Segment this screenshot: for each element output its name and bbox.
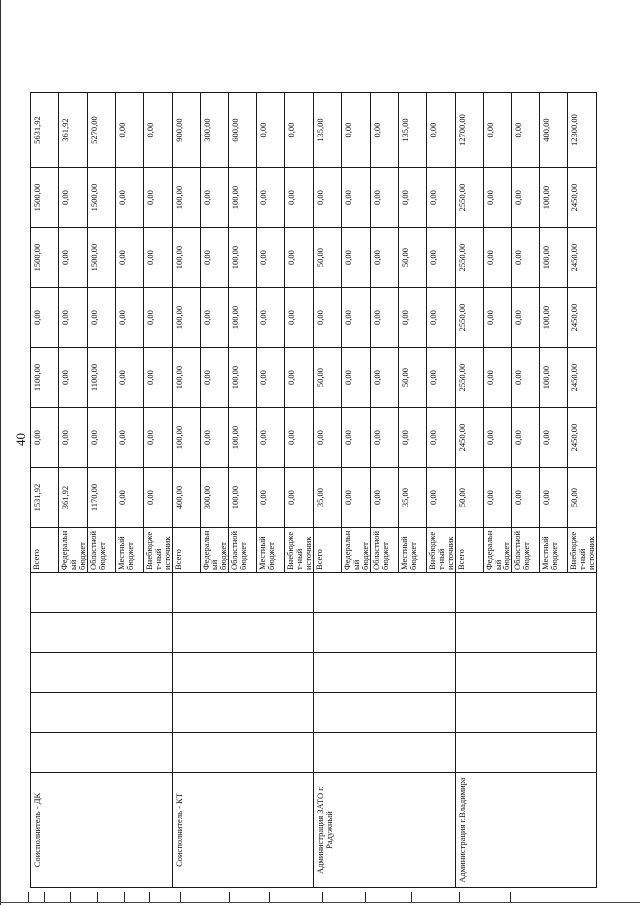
value-cell: 0,00: [285, 288, 314, 348]
value-cell: 35,00: [314, 468, 342, 528]
value-cell: 100,00: [540, 348, 568, 408]
executor-cell: Администрация ЗАТО г. Радужный: [314, 773, 456, 888]
value-cell: 100,00: [172, 228, 200, 288]
executor-cell: Соисполнитель - ДК: [31, 773, 173, 888]
executor-cell: Соисполнитель - КТ: [172, 773, 314, 888]
value-cell: 50,00: [314, 348, 342, 408]
value-cell: 0,00: [31, 288, 59, 348]
value-cell: 1500,00: [87, 228, 115, 288]
value-cell: 2550,00: [455, 288, 483, 348]
value-cell: 400,00: [172, 468, 200, 528]
value-cell: 0,00: [257, 468, 285, 528]
value-cell: 0,00: [115, 348, 143, 408]
source-cell: Внебюджет-ный источник: [426, 528, 455, 573]
table-row: [31, 93, 59, 888]
value-cell: 0,00: [398, 288, 426, 348]
value-cell: 0,00: [200, 348, 229, 408]
value-cell: 0,00: [483, 228, 512, 288]
value-cell: 2450,00: [568, 168, 597, 228]
empty-cell: [314, 653, 456, 693]
value-cell: 0,00: [483, 288, 512, 348]
value-cell: 2450,00: [455, 408, 483, 468]
source-cell: Внебюджет-ный источник: [143, 528, 172, 573]
value-cell: 2550,00: [455, 228, 483, 288]
value-cell: 0,00: [314, 168, 342, 228]
value-cell: 0,00: [59, 228, 88, 288]
empty-cell: [314, 693, 456, 733]
source-cell: Всего: [455, 528, 483, 573]
empty-cell: [172, 733, 314, 773]
value-cell: 600,00: [229, 93, 257, 168]
value-cell: 0,00: [31, 408, 59, 468]
value-cell: 0,00: [512, 93, 540, 168]
value-cell: 100,00: [229, 408, 257, 468]
empty-cell: [31, 653, 173, 693]
value-cell: 300,00: [200, 468, 229, 528]
value-cell: 0,00: [200, 228, 229, 288]
value-cell: 35,00: [398, 468, 426, 528]
value-cell: 100,00: [229, 228, 257, 288]
value-cell: 0,00: [143, 468, 172, 528]
source-cell: Областной бюджет: [87, 528, 115, 573]
value-cell: 361,92: [59, 93, 88, 168]
value-cell: 0,00: [512, 348, 540, 408]
value-cell: 0,00: [512, 168, 540, 228]
value-cell: 0,00: [143, 408, 172, 468]
source-cell: Областной бюджет: [370, 528, 398, 573]
value-cell: 0,00: [115, 408, 143, 468]
value-cell: 0,00: [59, 348, 88, 408]
empty-cell: [31, 733, 173, 773]
value-cell: 0,00: [342, 228, 371, 288]
value-cell: 100,00: [172, 168, 200, 228]
executor-cell: Администрация г.Владимира: [455, 773, 597, 888]
value-cell: 50,00: [568, 468, 597, 528]
value-cell: 0,00: [426, 288, 455, 348]
value-cell: 0,00: [540, 468, 568, 528]
value-cell: 0,00: [426, 228, 455, 288]
value-cell: 0,00: [342, 348, 371, 408]
empty-cell: [455, 733, 597, 773]
source-cell: Областной бюджет: [512, 528, 540, 573]
value-cell: 0,00: [426, 168, 455, 228]
value-cell: 0,00: [512, 408, 540, 468]
value-cell: 0,00: [257, 348, 285, 408]
table-row: [314, 93, 342, 888]
value-cell: 50,00: [398, 348, 426, 408]
value-cell: 2450,00: [568, 228, 597, 288]
value-cell: 0,00: [59, 288, 88, 348]
value-cell: 0,00: [115, 468, 143, 528]
value-cell: 0,00: [87, 408, 115, 468]
value-cell: 100,00: [172, 408, 200, 468]
value-cell: 0,00: [285, 408, 314, 468]
value-cell: 0,00: [540, 408, 568, 468]
page-number: 40: [13, 433, 28, 446]
value-cell: 0,00: [483, 93, 512, 168]
value-cell: 0,00: [426, 468, 455, 528]
value-cell: 0,00: [257, 93, 285, 168]
value-cell: 100,00: [229, 288, 257, 348]
value-cell: 0,00: [342, 288, 371, 348]
value-cell: 2450,00: [568, 288, 597, 348]
value-cell: 0,00: [285, 228, 314, 288]
value-cell: 0,00: [342, 93, 371, 168]
value-cell: 5631,92: [31, 93, 59, 168]
source-cell: Местный бюджет: [115, 528, 143, 573]
page-bottom-border: [0, 902, 640, 903]
value-cell: 0,00: [398, 168, 426, 228]
page-left-border: [0, 0, 1, 905]
value-cell: 100,00: [229, 468, 257, 528]
funding-table: [30, 92, 597, 888]
value-cell: 0,00: [257, 288, 285, 348]
value-cell: 0,00: [370, 288, 398, 348]
value-cell: 0,00: [143, 228, 172, 288]
value-cell: 1500,00: [31, 228, 59, 288]
empty-cell: [314, 573, 456, 613]
value-cell: 135,00: [314, 93, 342, 168]
source-cell: Всего: [172, 528, 200, 573]
source-cell: Федеральный бюджет: [483, 528, 512, 573]
value-cell: 0,00: [257, 228, 285, 288]
source-cell: Местный бюджет: [398, 528, 426, 573]
source-cell: Федеральный бюджет: [342, 528, 371, 573]
source-cell: Федеральный бюджет: [200, 528, 229, 573]
value-cell: 0,00: [342, 168, 371, 228]
value-cell: 0,00: [512, 288, 540, 348]
value-cell: 0,00: [115, 228, 143, 288]
value-cell: 0,00: [200, 168, 229, 228]
value-cell: 0,00: [483, 168, 512, 228]
source-cell: Федеральный бюджет: [59, 528, 88, 573]
value-cell: 0,00: [342, 408, 371, 468]
empty-cell: [172, 613, 314, 653]
value-cell: 0,00: [257, 168, 285, 228]
source-cell: Всего: [31, 528, 59, 573]
value-cell: 0,00: [342, 468, 371, 528]
value-cell: 0,00: [285, 168, 314, 228]
value-cell: 0,00: [426, 93, 455, 168]
value-cell: 0,00: [143, 93, 172, 168]
empty-cell: [314, 613, 456, 653]
value-cell: 2450,00: [568, 348, 597, 408]
source-cell: Внебюджет-ный источник: [285, 528, 314, 573]
value-cell: 0,00: [483, 468, 512, 528]
value-cell: 100,00: [229, 168, 257, 228]
value-cell: 0,00: [143, 168, 172, 228]
value-cell: 0,00: [257, 408, 285, 468]
value-cell: 0,00: [285, 468, 314, 528]
source-cell: Местный бюджет: [257, 528, 285, 573]
value-cell: 0,00: [370, 93, 398, 168]
value-cell: 0,00: [285, 93, 314, 168]
empty-cell: [172, 693, 314, 733]
source-cell: Всего: [314, 528, 342, 573]
source-cell: Областной бюджет: [229, 528, 257, 573]
empty-cell: [31, 613, 173, 653]
value-cell: 100,00: [540, 228, 568, 288]
table-continuation-stub: [28, 892, 511, 902]
value-cell: 0,00: [512, 468, 540, 528]
value-cell: 400,00: [540, 93, 568, 168]
value-cell: 100,00: [229, 348, 257, 408]
value-cell: 12300,00: [568, 93, 597, 168]
value-cell: 900,00: [172, 93, 200, 168]
empty-cell: [31, 693, 173, 733]
value-cell: 100,00: [540, 288, 568, 348]
source-cell: Местный бюджет: [540, 528, 568, 573]
table-body: [31, 93, 597, 888]
value-cell: 0,00: [512, 228, 540, 288]
value-cell: 50,00: [314, 228, 342, 288]
value-cell: 0,00: [200, 408, 229, 468]
value-cell: 0,00: [426, 408, 455, 468]
value-cell: 0,00: [370, 168, 398, 228]
empty-cell: [314, 733, 456, 773]
value-cell: 0,00: [59, 168, 88, 228]
empty-cell: [31, 573, 173, 613]
empty-cell: [172, 573, 314, 613]
value-cell: 100,00: [172, 348, 200, 408]
value-cell: 1100,00: [31, 348, 59, 408]
value-cell: 1100,00: [87, 348, 115, 408]
value-cell: 361,92: [59, 468, 88, 528]
value-cell: 0,00: [370, 408, 398, 468]
value-cell: 0,00: [143, 348, 172, 408]
empty-cell: [455, 613, 597, 653]
value-cell: 1500,00: [87, 168, 115, 228]
value-cell: 0,00: [115, 93, 143, 168]
value-cell: 0,00: [370, 228, 398, 288]
value-cell: 0,00: [370, 468, 398, 528]
value-cell: 0,00: [143, 288, 172, 348]
value-cell: 0,00: [200, 288, 229, 348]
table-row: [172, 93, 200, 888]
value-cell: 0,00: [370, 348, 398, 408]
value-cell: 100,00: [540, 168, 568, 228]
value-cell: 2550,00: [455, 348, 483, 408]
value-cell: 0,00: [115, 288, 143, 348]
empty-cell: [455, 653, 597, 693]
table-row: [455, 93, 483, 888]
value-cell: 12700,00: [455, 93, 483, 168]
value-cell: 1170,00: [87, 468, 115, 528]
value-cell: 0,00: [285, 348, 314, 408]
empty-cell: [172, 653, 314, 693]
source-cell: Внебюджет-ный источник: [568, 528, 597, 573]
value-cell: 0,00: [398, 408, 426, 468]
value-cell: 0,00: [314, 408, 342, 468]
value-cell: 300,00: [200, 93, 229, 168]
value-cell: 2450,00: [568, 408, 597, 468]
empty-cell: [455, 573, 597, 613]
value-cell: 1500,00: [31, 168, 59, 228]
rotated-table-container: [30, 93, 597, 888]
value-cell: 1531,92: [31, 468, 59, 528]
value-cell: 0,00: [59, 408, 88, 468]
value-cell: 135,00: [398, 93, 426, 168]
value-cell: 2550,00: [455, 168, 483, 228]
value-cell: 0,00: [314, 288, 342, 348]
value-cell: 50,00: [398, 228, 426, 288]
value-cell: 0,00: [115, 168, 143, 228]
value-cell: 0,00: [483, 348, 512, 408]
value-cell: 0,00: [483, 408, 512, 468]
value-cell: 5270,00: [87, 93, 115, 168]
empty-cell: [455, 693, 597, 733]
value-cell: 0,00: [426, 348, 455, 408]
value-cell: 100,00: [172, 288, 200, 348]
value-cell: 0,00: [87, 288, 115, 348]
value-cell: 50,00: [455, 468, 483, 528]
